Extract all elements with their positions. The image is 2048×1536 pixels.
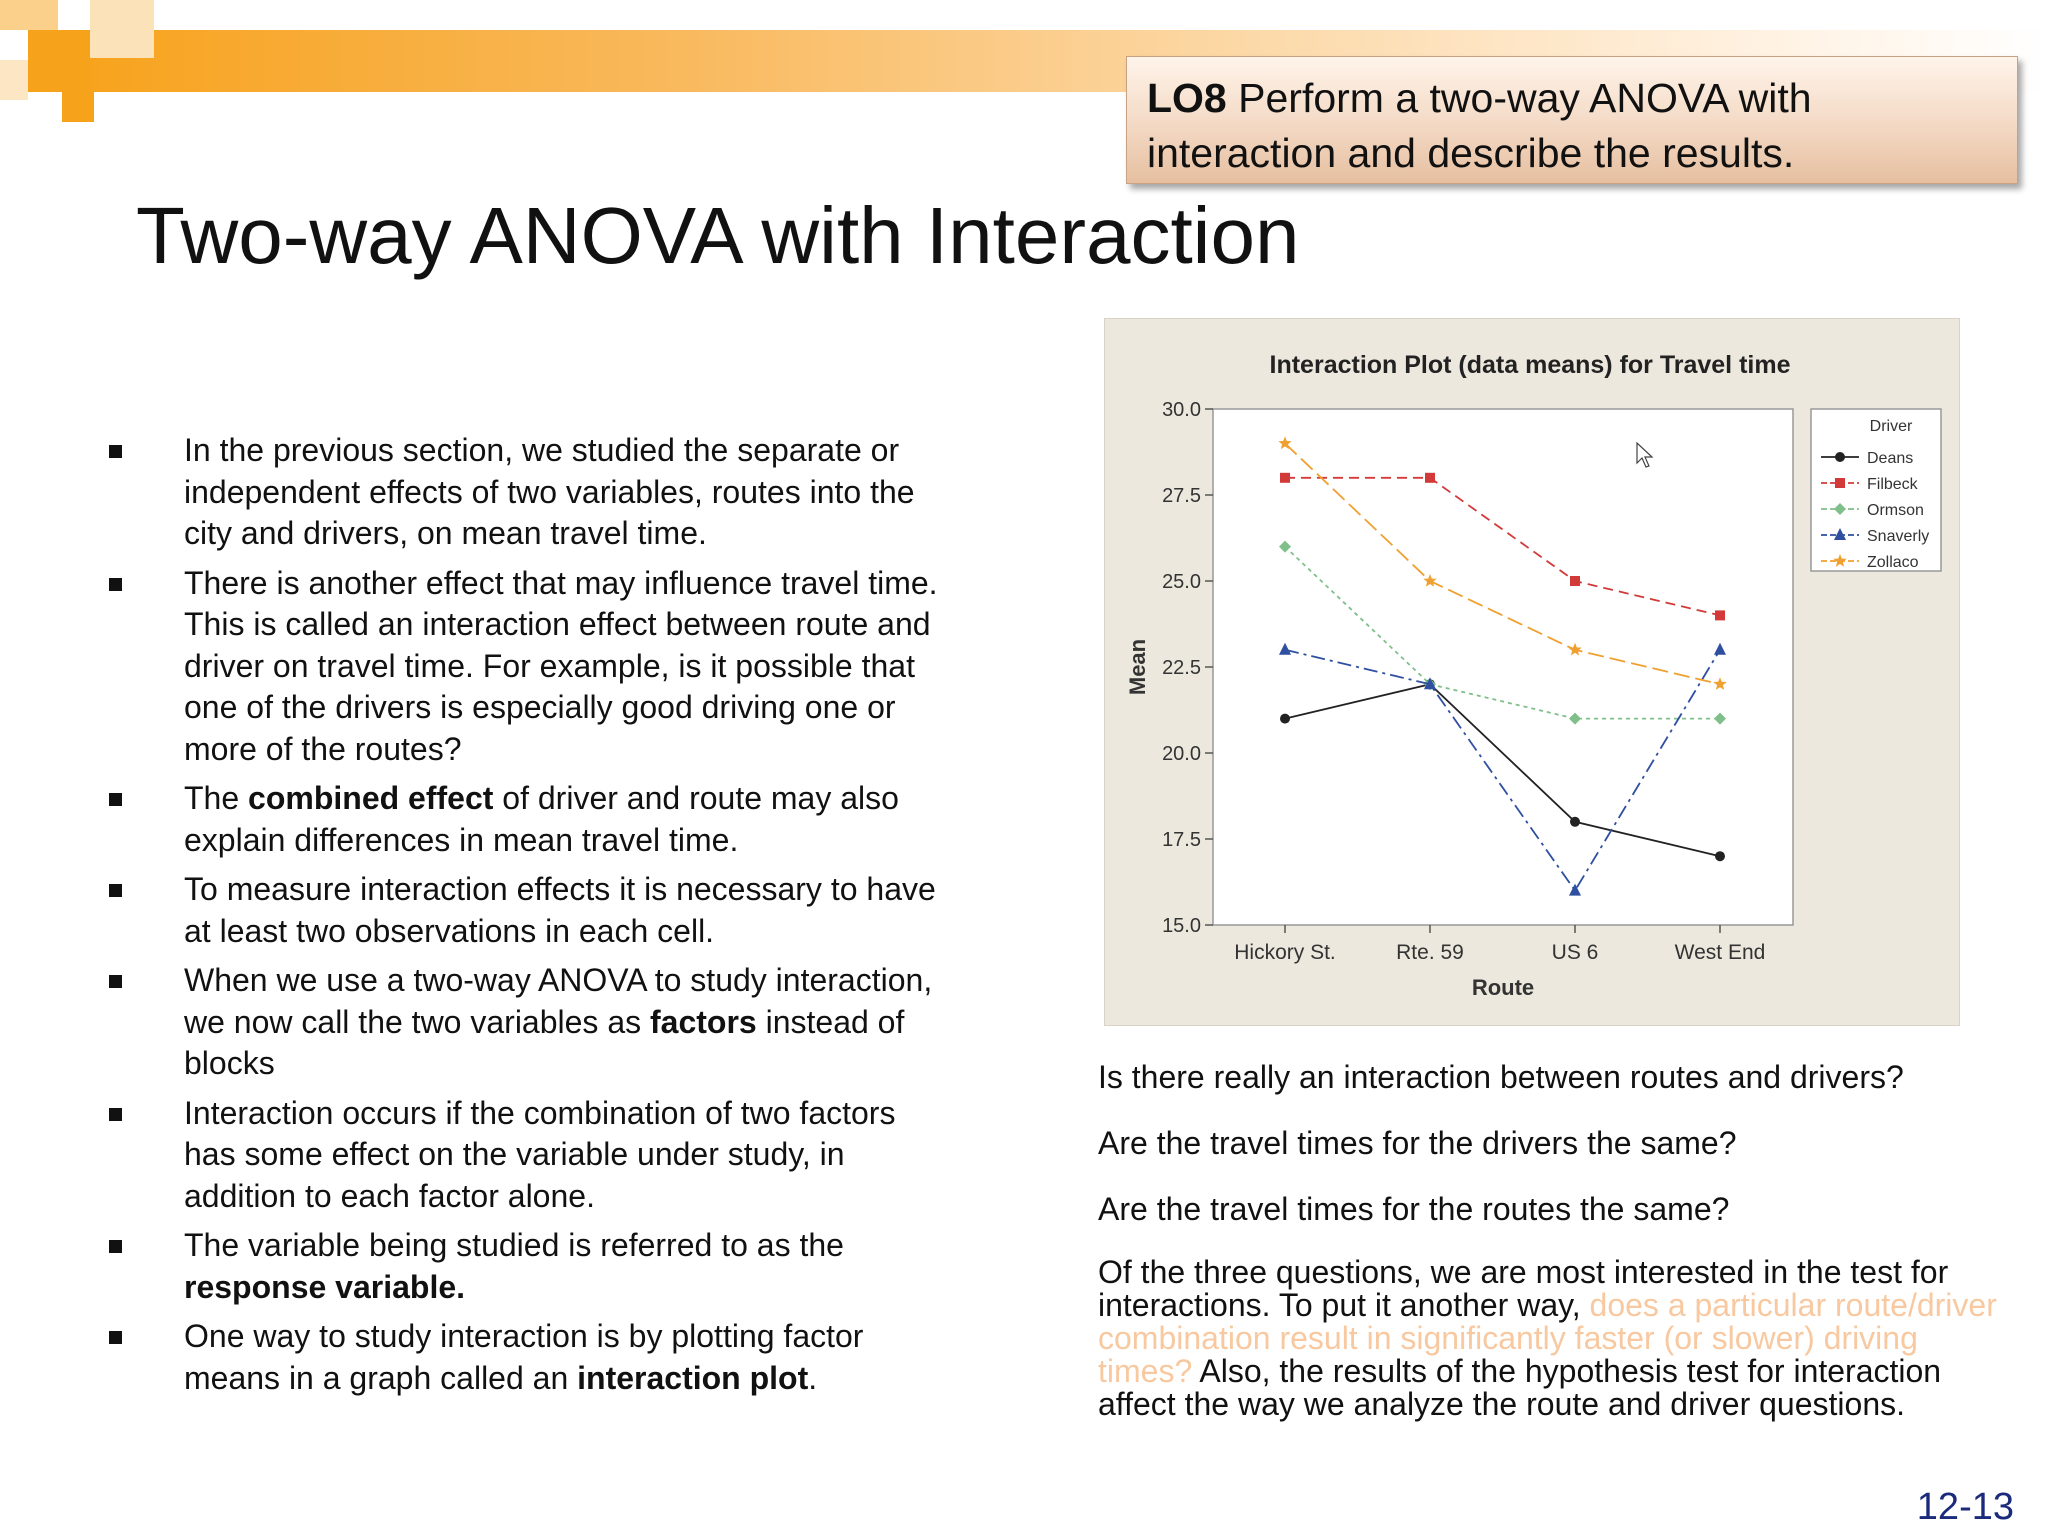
bullet-text: To measure interaction effects it is necessary to have at least two observations in each cell. — [184, 871, 936, 949]
legend-entry: Filbeck — [1867, 476, 1918, 493]
x-axis-label: Route — [1471, 975, 1535, 1000]
bullet-square-icon — [109, 1108, 122, 1121]
decor-square — [0, 60, 28, 100]
bullet-item — [104, 430, 944, 555]
y-tick-label: 15.0 — [1162, 915, 1201, 937]
legend-entry: Snaverly — [1867, 528, 1930, 545]
data-point — [1280, 714, 1290, 724]
bullet-square-icon — [109, 578, 122, 591]
bullet-square-icon — [109, 1240, 122, 1253]
interaction-plot-svg — [1105, 319, 1961, 1027]
bullet-text: of driver and route may also explain differences in mean travel time. — [184, 780, 899, 858]
learning-objective-box — [1126, 56, 2018, 184]
bullet-bold-text: interaction plot — [577, 1359, 809, 1396]
decor-square — [90, 0, 154, 58]
bullet-text: One way to study interaction is by plotting factor means in a graph called an — [184, 1318, 864, 1396]
bullet-item — [104, 1316, 944, 1399]
data-point — [1570, 576, 1580, 586]
y-tick-label: 25.0 — [1162, 571, 1201, 593]
x-tick-label: Hickory St. — [1234, 941, 1336, 964]
data-point — [1280, 473, 1290, 483]
x-tick-label: West End — [1674, 941, 1766, 964]
closing-after: Also, the results of the hypothesis test for interaction affect the way we analyze the route and driver questions. — [1098, 1353, 1942, 1422]
interaction-plot — [1104, 318, 1960, 1026]
y-tick-label: 27.5 — [1162, 485, 1201, 507]
closing-paragraph — [1098, 1256, 1998, 1421]
plot-area — [1213, 409, 1793, 925]
decor-square — [0, 0, 58, 30]
slide-title: Two-way ANOVA with Interaction — [136, 191, 1300, 280]
legend-entry: Zollaco — [1867, 554, 1919, 571]
bullet-square-icon — [109, 1331, 122, 1344]
bullet-text: instead of blocks — [184, 1003, 905, 1081]
page-number: 12-13 — [1916, 1486, 2014, 1528]
bullet-item — [104, 778, 944, 861]
data-point — [1425, 473, 1435, 483]
chart-title: Interaction Plot (data means) for Travel time — [1269, 351, 1791, 379]
bullet-item — [104, 960, 944, 1085]
bullet-text: There is another effect that may influence travel time. This is called an interaction effect between route and driver on travel time. For example, is it possible that one of the drivers is especially good driving one or more of the routes? — [184, 564, 938, 767]
decor-square — [62, 92, 94, 122]
bullet-text: Interaction occurs if the combination of two factors has some effect on the variable under study, in addition to each factor alone. — [184, 1094, 896, 1214]
legend-entry: Ormson — [1867, 502, 1924, 519]
bullet-item — [104, 1225, 944, 1308]
data-point — [1570, 817, 1580, 827]
bullet-item — [104, 563, 944, 771]
bullet-square-icon — [109, 445, 122, 458]
x-tick-label: US 6 — [1551, 941, 1599, 964]
bullet-bold-text: combined effect — [248, 780, 494, 816]
bullet-list — [104, 430, 944, 1407]
data-point — [1715, 610, 1725, 620]
data-point — [1835, 478, 1845, 488]
bullet-square-icon — [109, 884, 122, 897]
y-tick-label: 17.5 — [1162, 829, 1201, 851]
y-tick-label: 30.0 — [1162, 399, 1201, 421]
decor-square — [28, 30, 90, 92]
bullet-text: The variable being studied is referred to as the — [184, 1227, 844, 1263]
bullet-bold-text: response variable. — [184, 1268, 466, 1305]
question-3: Are the travel times for the routes the same? — [1098, 1191, 1730, 1227]
data-point — [1835, 452, 1845, 462]
y-axis-label: Mean — [1125, 638, 1150, 696]
bullet-item — [104, 1093, 944, 1218]
x-tick-label: Rte. 59 — [1396, 941, 1464, 964]
bullet-bold-text: factors — [650, 1003, 757, 1040]
bullet-text: . — [808, 1359, 818, 1396]
legend-title: Driver — [1869, 418, 1913, 435]
question-2: Are the travel times for the drivers the same? — [1098, 1125, 1737, 1161]
legend-entry: Deans — [1867, 450, 1914, 467]
closing-before: Of the three questions, we are most interested in the test for interactions. To put it another way, — [1098, 1254, 1949, 1323]
question-1: Is there really an interaction between routes and drivers? — [1098, 1059, 1904, 1095]
objective-code: LO8 — [1147, 75, 1227, 121]
bullet-text: In the previous section, we studied the separate or independent effects of two variables, routes into the city and drivers, on mean travel time. — [184, 432, 915, 551]
questions-panel — [1098, 1058, 1998, 1421]
y-tick-label: 20.0 — [1162, 743, 1201, 765]
y-tick-label: 22.5 — [1162, 657, 1201, 679]
bullet-text: The — [184, 780, 249, 816]
data-point — [1715, 851, 1725, 861]
bullet-square-icon — [109, 975, 122, 988]
bullet-text: When we use a two-way ANOVA to study interaction, we now call the two variables as — [184, 962, 933, 1040]
closing-highlight: does a particular route/driver combination result in significantly faster (or slower) driving times? — [1098, 1287, 1997, 1389]
bullet-square-icon — [109, 793, 122, 806]
bullet-item — [104, 869, 944, 952]
objective-text: Perform a two-way ANOVA with interaction and describe the results. — [1147, 75, 1812, 176]
